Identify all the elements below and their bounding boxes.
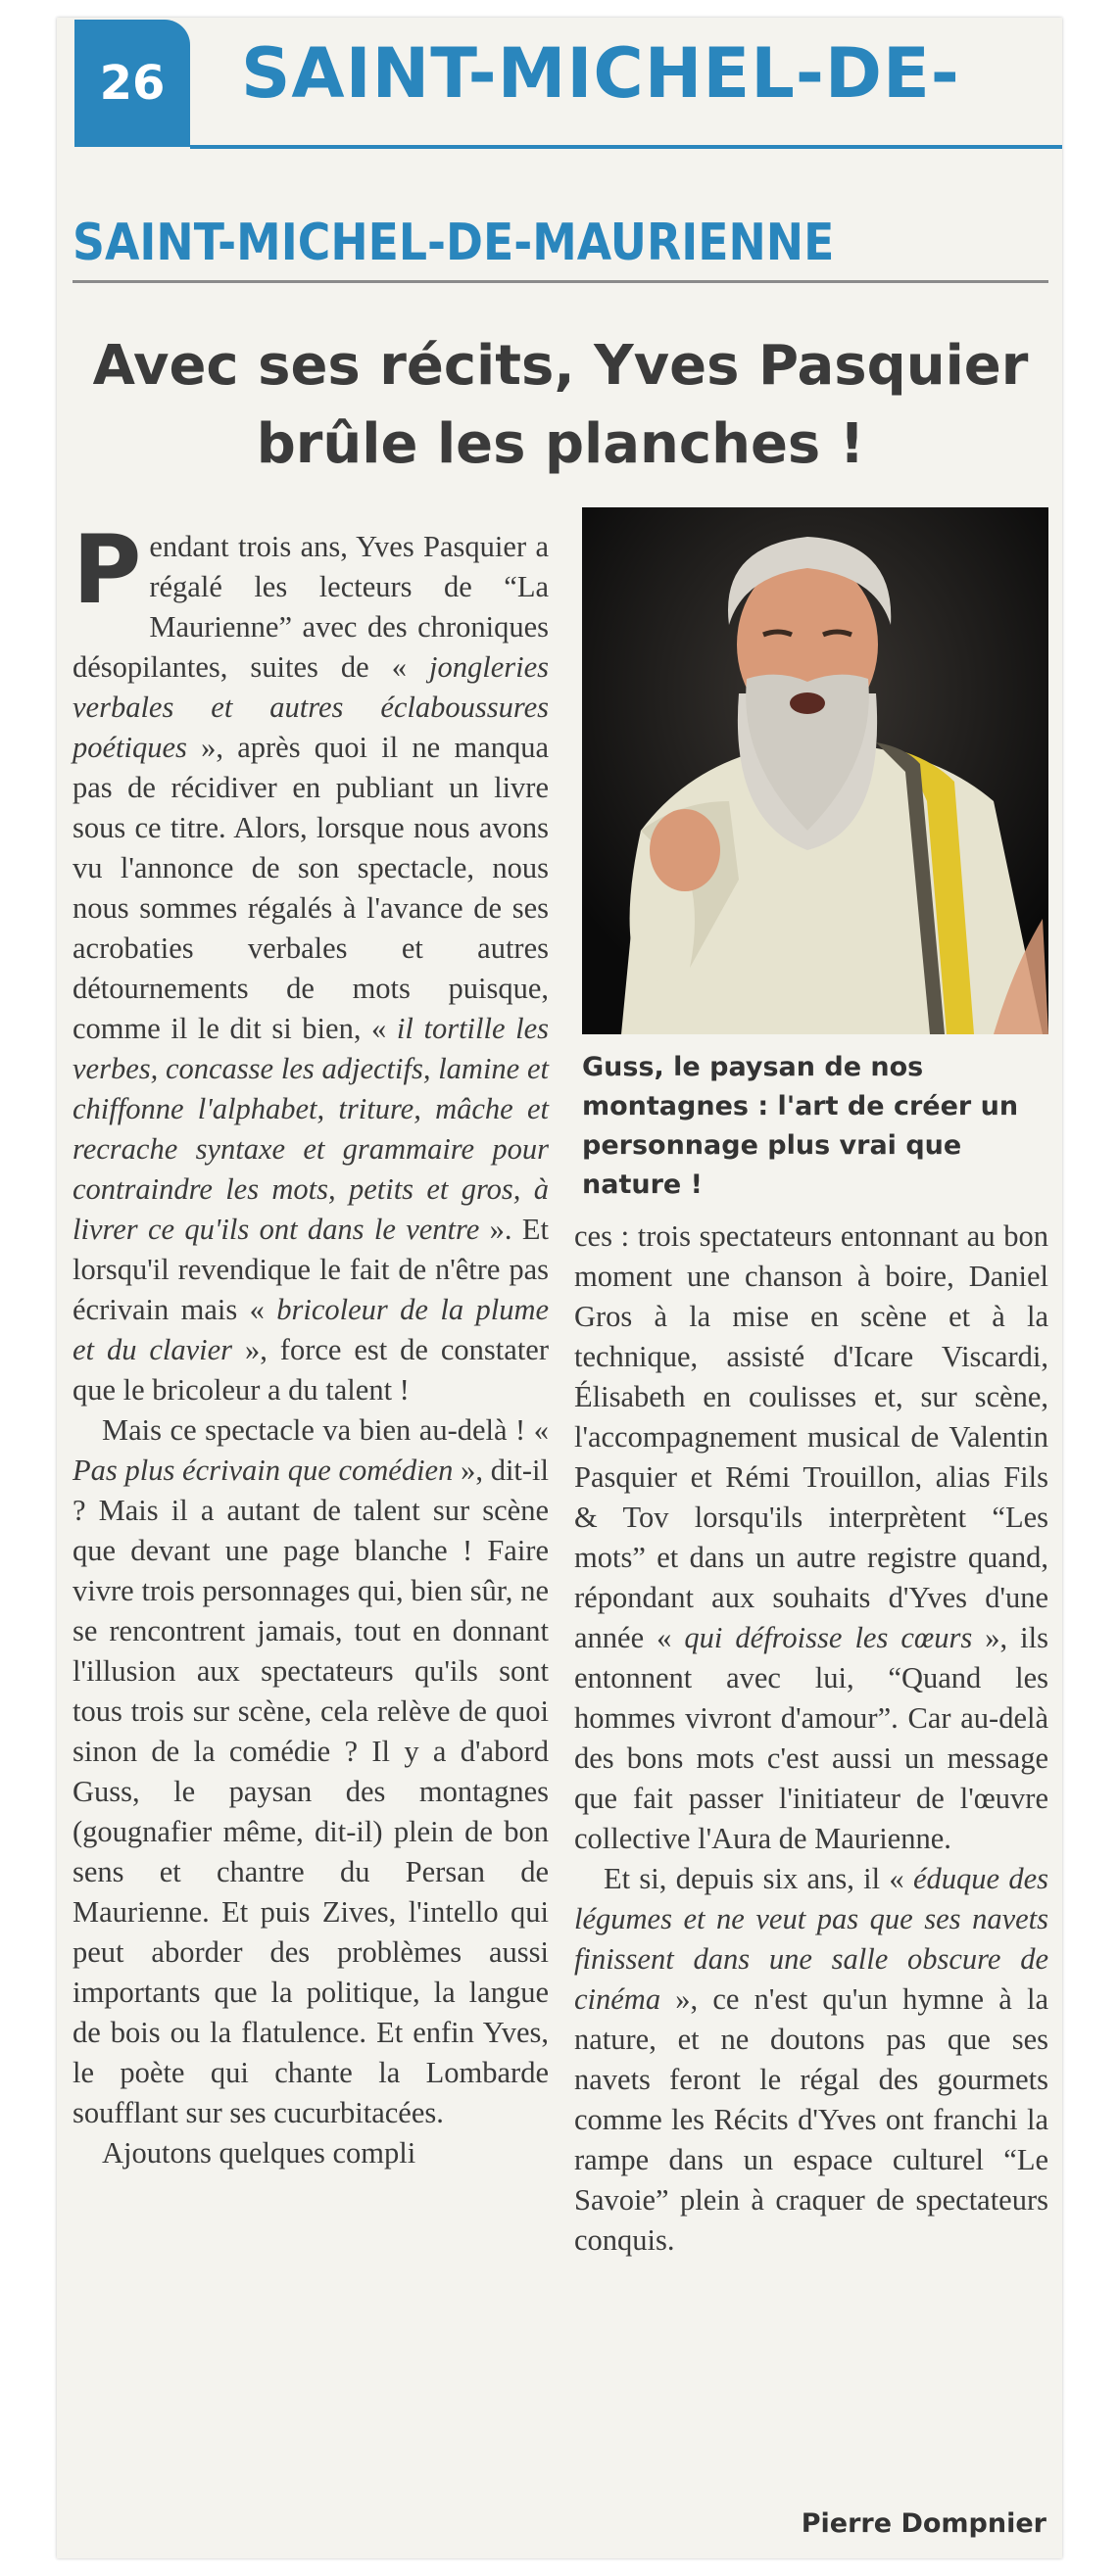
- quote: bricoleur de la plume et du clavier: [73, 1293, 550, 1366]
- headline-line-2: brûle les planches !: [256, 412, 865, 476]
- quote: éduque des légumes et ne veut pas que ses navets finissent dans une salle obscure de cinéma: [574, 1862, 1048, 2016]
- newspaper-page: [57, 18, 1062, 2558]
- paragraph-1: [73, 515, 550, 1410]
- text: ». Et lorsqu'il revendique le fait de n'être pas écrivain mais «: [73, 1213, 549, 1326]
- paragraph-3-start: [73, 2133, 549, 2173]
- text: Ajoutons quelques compli: [102, 2136, 416, 2170]
- page-number: 26: [74, 20, 190, 147]
- caption-line-3: personnage plus vrai que nature !: [582, 1130, 962, 1200]
- text: », ce n'est qu'un hymne à la nature, et ne doutons pas que ses navets feront le régal des gourmets comme les Récits d'Yves ont franchi la rampe dans un espace culturel “Le Savoie” plein à craquer de spectateurs conquis.: [574, 1982, 1048, 2257]
- text: Mais ce spectacle va bien au-delà ! «: [102, 1413, 549, 1447]
- quote: Pas plus écrivain que comédien: [73, 1454, 454, 1487]
- photo-caption: [582, 1048, 1048, 1205]
- text: », dit-il ? Mais il a autant de talent sur scène que devant une page blanche ! Faire vivre trois personnages qui, bien sûr, ne se rencontrent jamais, tout en donnant l'illusion aux spectateurs qu'ils sont tous trois sur scène, cela relève de quoi sinon de la comédie ? Il y a d'abord Guss, le paysan des montagnes (gougnafier même, dit-il) plein de bon sens et chantre du Persan de Maurienne. Et puis Zives, l'intello qui peut aborder des problèmes aussi importants que la politique, la langue de bois ou la flatulence. Et enfin Yves, le poète qui chante la Lombarde soufflant sur ses cucurbitacées.: [73, 1454, 550, 2129]
- page-header-title: SAINT-MICHEL-DE-: [241, 33, 960, 114]
- section-rule: [73, 280, 1048, 283]
- text: Et si, depuis six ans, il «: [604, 1862, 913, 1895]
- text: », force est de constater que le bricoleur a du talent !: [73, 1333, 549, 1407]
- author-signature: Pierre Dompnier: [801, 2508, 1046, 2539]
- paragraph-2: [73, 1410, 549, 2133]
- quote: il tortille les verbes, concasse les adjectifs, lamine et chiffonne l'alphabet, triture, mâche et recrache syntaxe et grammaire pour contraindre les mots, petits et gros, à livrer ce qu'ils ont dans le ventre: [73, 1012, 549, 1246]
- text: », ils entonnent avec lui, “Quand les hommes vivront d'amour”. Car au-delà des bons mots c'est aussi un message que fait passer l'initiateur de l'œuvre collective l'Aura de Maurienne.: [574, 1621, 1048, 1855]
- page-header: [74, 20, 1062, 147]
- headline-line-1: Avec ses récits, Yves Pasquier: [92, 334, 1029, 398]
- paragraph-4: [574, 1859, 1048, 2261]
- caption-line-1: Guss, le paysan de nos: [582, 1052, 924, 1082]
- header-rule: [190, 145, 1062, 149]
- text: ces : trois spectateurs entonnant au bon moment une chanson à boire, Daniel Gros à la mise en scène et à la technique, assisté d'Icare Viscardi, Élisabeth en coulisses et, sur scène, l'accompagnement musical de Valentin Pasquier et Rémi Trouillon, alias Fils & Tov lorsqu'ils interprètent “Les mots” et dans un autre registre quand, répondant aux souhaits d'Yves d'une année «: [574, 1219, 1048, 1654]
- quote: qui défroisse les cœurs: [684, 1621, 973, 1654]
- headline: [73, 327, 1048, 484]
- article-column-1: [73, 515, 550, 2173]
- performer-photo: [582, 507, 1048, 1034]
- text: endant trois ans, Yves Pasquier a régalé les lecteurs de “La Maurienne” avec des chroniques désopilantes, suites de «: [73, 530, 549, 684]
- quote: jongleries verbales et autres éclaboussures poétiques: [73, 650, 549, 764]
- section-title: SAINT-MICHEL-DE-MAURIENNE: [73, 214, 835, 272]
- caption-line-2: montagnes : l'art de créer un: [582, 1091, 1019, 1121]
- article-column-2: [574, 1216, 1048, 2261]
- paragraph-3-cont: [574, 1216, 1048, 1859]
- drop-cap: P: [73, 515, 142, 625]
- article-photo: [582, 507, 1048, 1034]
- text: », après quoi il ne manqua pas de récidiver en publiant un livre sous ce titre. Alors, lorsque nous avons vu l'annonce de son spectacle, nous nous sommes régalés à l'avance de ses acrobaties verbales et autres détournements de mots puisque, comme il le dit si bien, «: [73, 731, 549, 1045]
